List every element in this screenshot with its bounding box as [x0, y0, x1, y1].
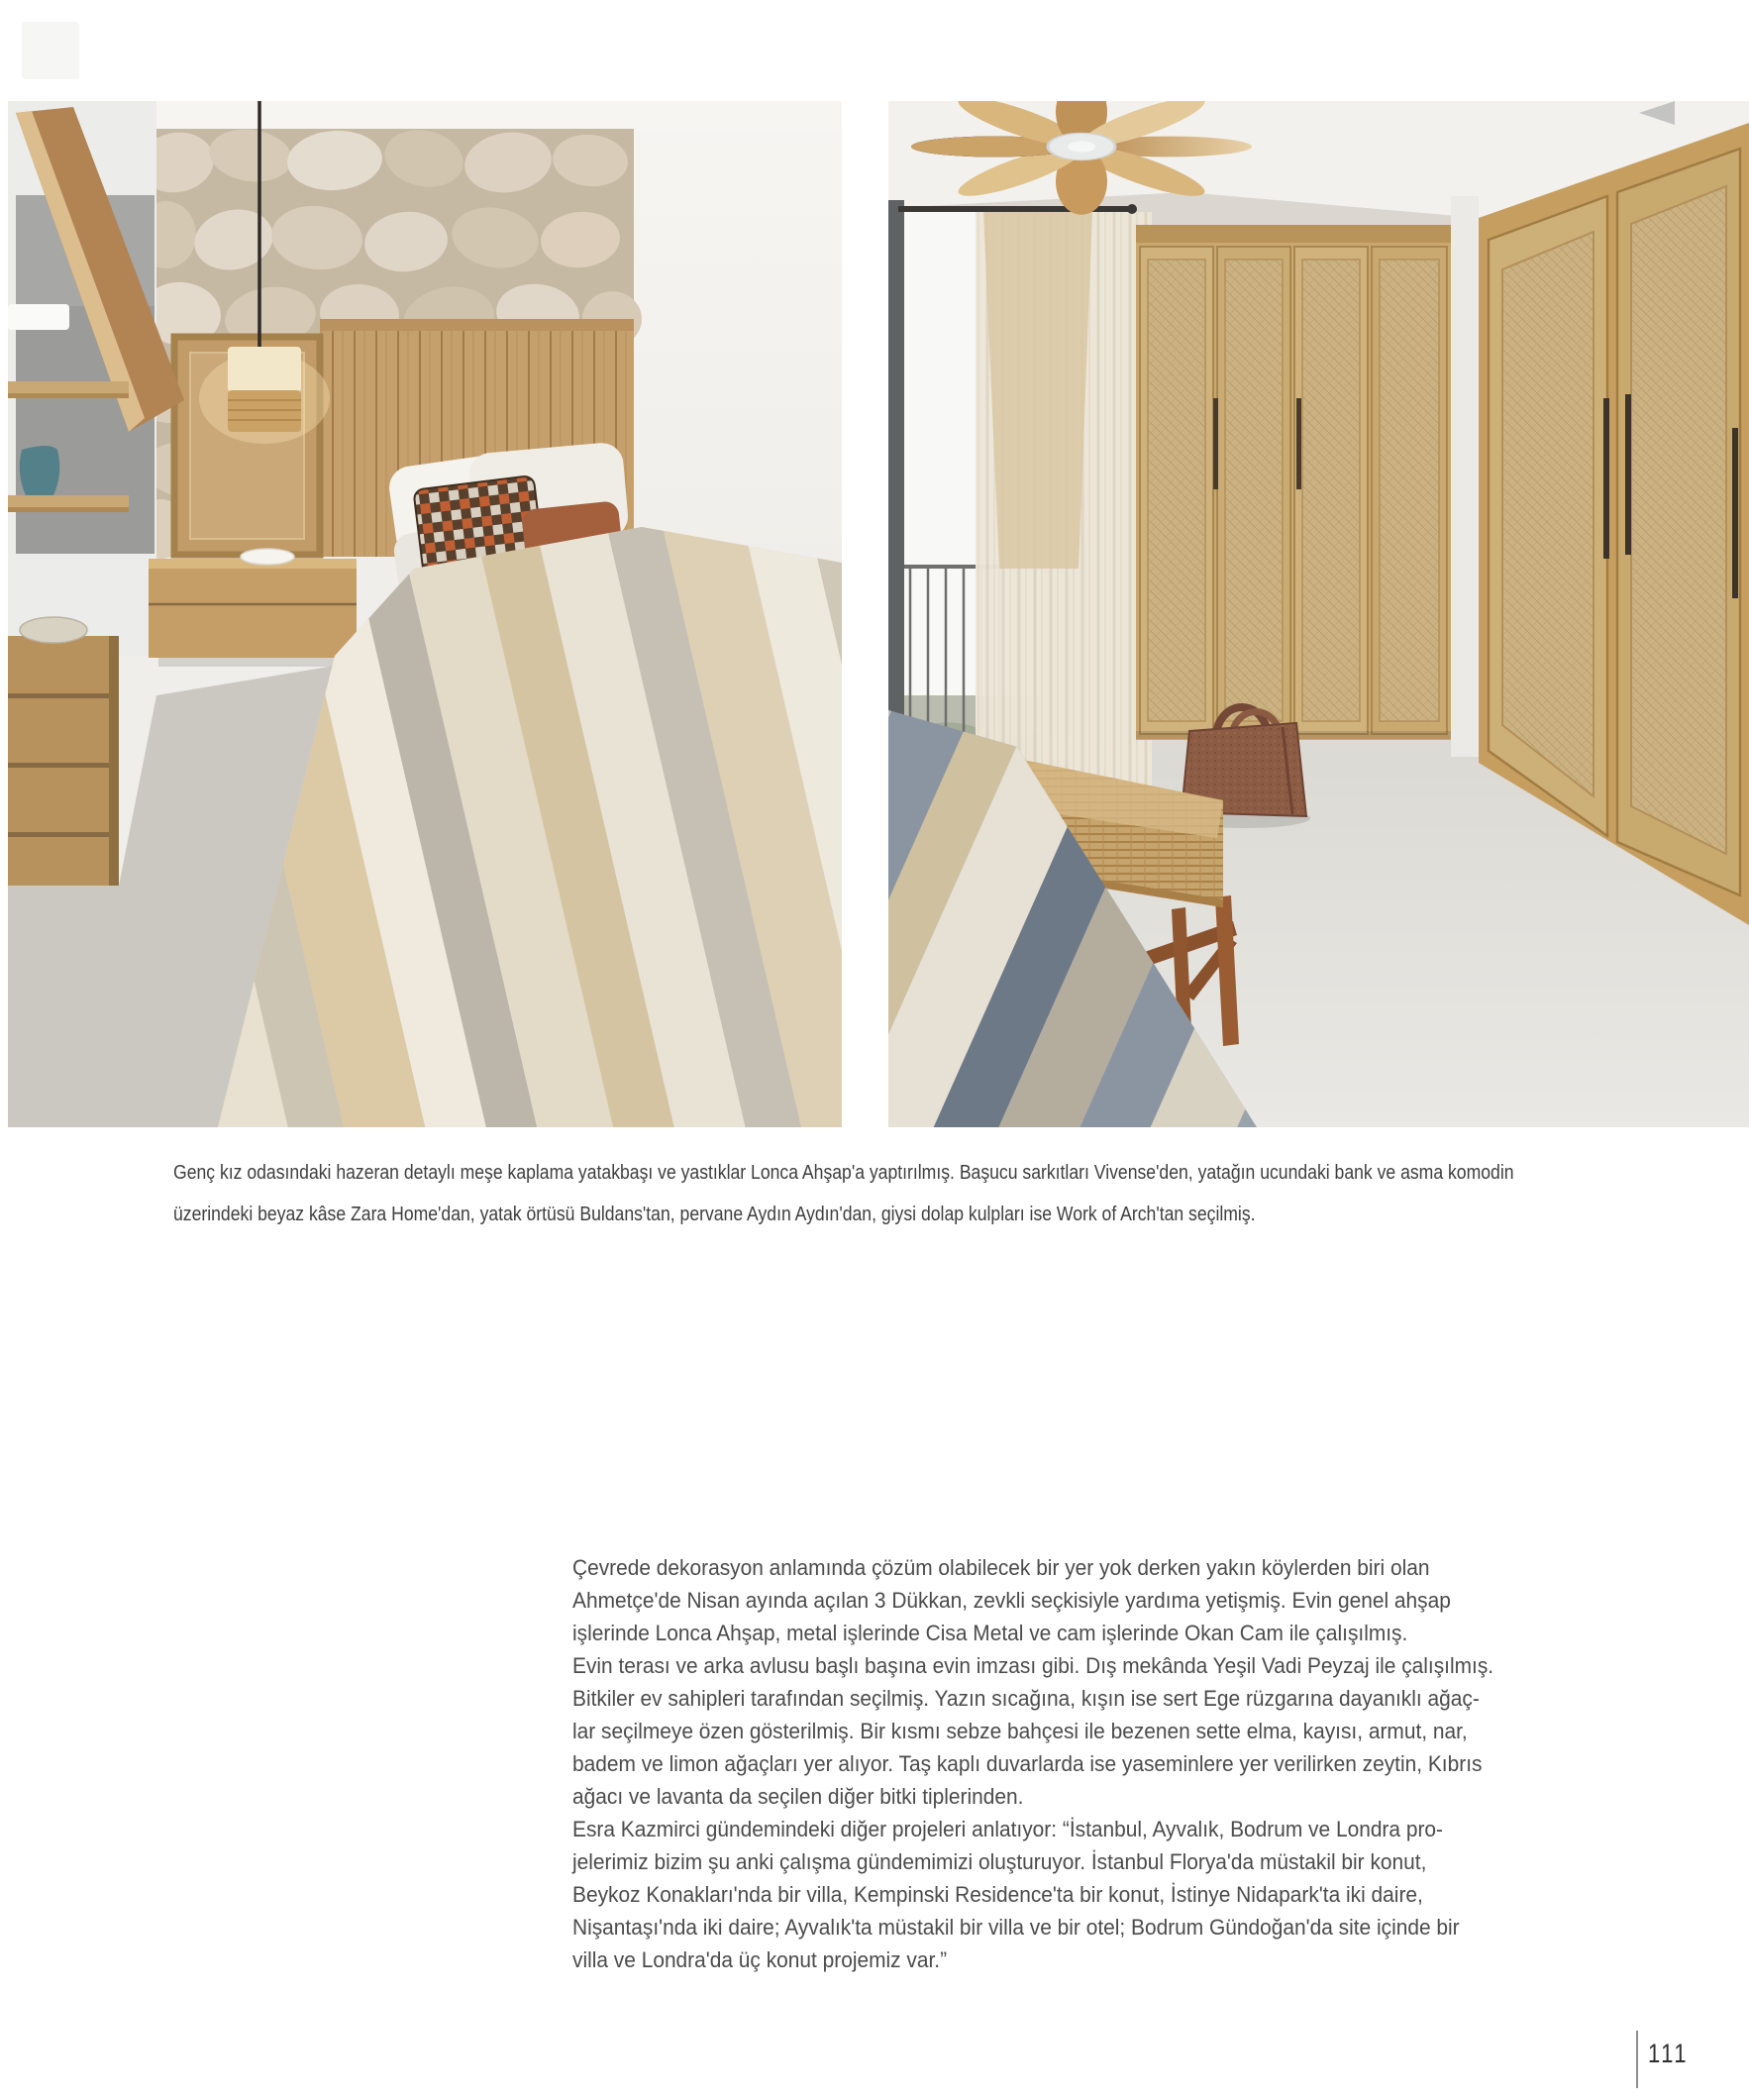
- dresser: [8, 617, 119, 886]
- paragraph: [572, 1813, 1542, 1976]
- body-line: Bitkiler ev sahipleri tarafından seçilmiş. Yazın sıcağına, kışın ise sert Ege rüzgarına dayanıklı ağaç-: [572, 1686, 1480, 1711]
- wardrobe-handle: [1296, 398, 1301, 489]
- body-line: Esra Kazmirci gündemindeki diğer projeleri anlatıyor: “İstanbul, Ayvalık, Bodrum ve Londra pro-: [572, 1817, 1444, 1841]
- corner-watermark: [22, 22, 79, 79]
- wardrobe-handle: [1732, 428, 1738, 598]
- body-line: lar seçilmeye özen gösterilmiş. Bir kısmı sebze bahçesi ile bezenen sette elma, kayısı, armut, nar,: [572, 1719, 1468, 1743]
- body-line: Nişantaşı'nda iki daire; Ayvalık'ta müstakil bir villa ve bir otel; Bodrum Gündoğan'da site içinde bir: [572, 1915, 1460, 1940]
- body-line: villa ve Londra'da üç konut projemiz var.”: [572, 1947, 948, 1972]
- body-line: Çevrede dekorasyon anlamında çözüm olabilecek bir yer yok derken yakın köylerden biri olan: [572, 1555, 1430, 1580]
- caption-line: Genç kız odasındaki hazeran detaylı meşe kaplama yatakbaşı ve yastıklar Lonca Ahşap'a yaptırılmış. Başucu sarkıtları Vivense'den, yatağın ucundaki bank ve asma komodin: [173, 1162, 1514, 1184]
- page-number-rule: [1636, 2031, 1638, 2088]
- photo-girls-bedroom: [8, 101, 842, 1127]
- sheer-curtain: [976, 212, 1152, 808]
- photo-wardrobe-room: [888, 101, 1749, 1127]
- wardrobe-handle: [1213, 398, 1218, 489]
- wardrobe-handle: [1603, 398, 1609, 559]
- body-line: jelerimiz bizim şu anki çalışma gündemimizi oluşturuyor. İstanbul Florya'da müstakil bir konut,: [572, 1849, 1427, 1874]
- paragraph: [572, 1649, 1542, 1813]
- body-line: işlerinde Lonca Ahşap, metal işlerinde Cisa Metal ve cam işlerinde Okan Cam ile çalışılmış.: [572, 1621, 1408, 1645]
- floating-nightstand: [149, 549, 357, 667]
- page-number: 111: [1648, 2039, 1690, 2068]
- body-line: Evin terası ve arka avlusu başlı başına evin imzası gibi. Dış mekânda Yeşil Vadi Peyzaj ile çalışılmış.: [572, 1653, 1494, 1678]
- photo-caption: [173, 1152, 1697, 1235]
- article-body: [572, 1551, 1542, 1976]
- ceramic-bowl: [20, 617, 87, 643]
- body-line: Ahmetçe'de Nisan ayında açılan 3 Dükkan, zevkli seçkisiyle yardıma yetişmiş. Evin genel ahşap: [572, 1588, 1451, 1613]
- body-line: Beykoz Konakları'nda bir villa, Kempinski Residence'ta bir konut, İstinye Nidapark'ta iki daire,: [572, 1882, 1423, 1907]
- paragraph: [572, 1551, 1542, 1649]
- wall-pillar: [1451, 196, 1479, 757]
- wardrobe-far: [1136, 225, 1451, 740]
- teal-vase: [20, 446, 60, 495]
- body-line: badem ve limon ağaçları yer alıyor. Taş kaplı duvarlarda ise yaseminlere yer verilirken zeytin, Kıbrıs: [572, 1751, 1483, 1776]
- wardrobe-handle: [1625, 394, 1631, 555]
- white-dish: [241, 549, 294, 565]
- tan-drape: [983, 212, 1092, 569]
- caption-line: üzerindeki beyaz kâse Zara Home'dan, yatak örtüsü Buldans'tan, pervane Aydın Aydın'dan, giysi dolap kulpları ise Work of Arch'tan seçilmiş.: [173, 1204, 1256, 1225]
- body-line: ağacı ve lavanta da seçilen diğer bitki tiplerinden.: [572, 1784, 1024, 1809]
